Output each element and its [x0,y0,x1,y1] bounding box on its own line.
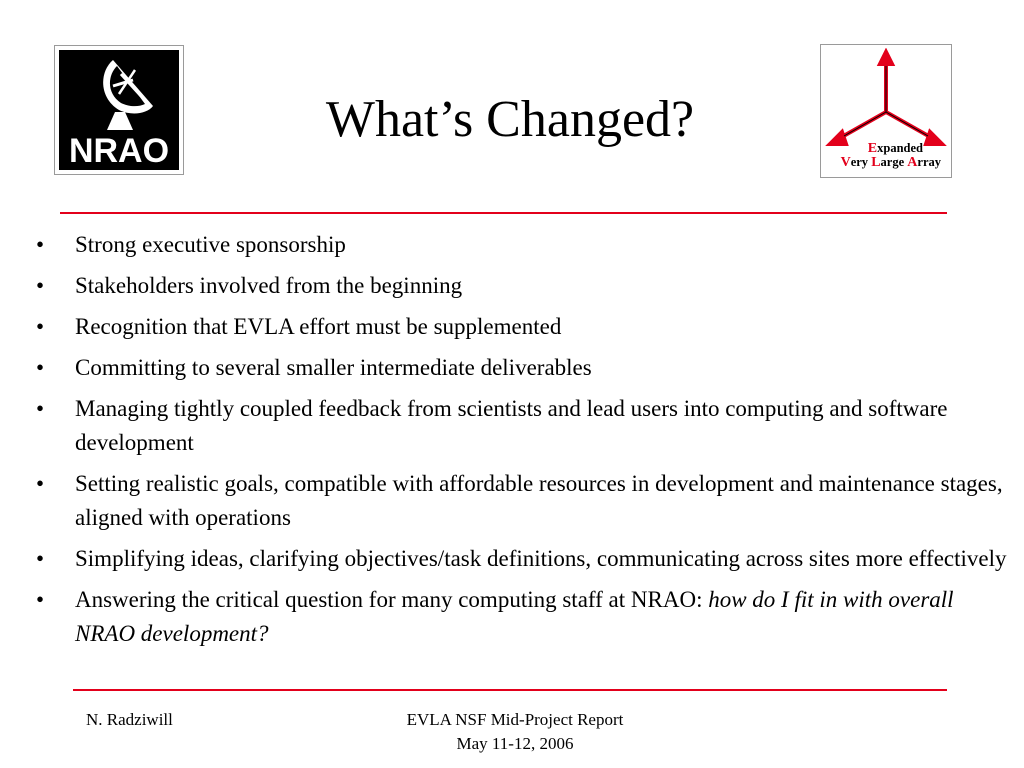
nrao-logo [54,45,184,175]
evla-cap-v: V [840,155,851,170]
bullet-glyph: • [36,546,45,571]
bullet-item [32,467,1007,535]
evla-word-large: arge [880,155,908,169]
evla-word-expanded: xpanded [877,141,923,155]
evla-word-very: ery [850,155,872,169]
evla-cap-e: E [867,141,878,156]
page-title: What’s Changed? [325,91,695,148]
footer-report-title: EVLA NSF Mid-Project Report [406,710,624,729]
bullet-text: Committing to several smaller intermediate deliverables [75,355,592,380]
bullet-list [32,228,1007,658]
evla-cap-l: L [871,155,881,170]
bullet-item [32,542,1007,576]
bullet-item [32,269,1007,303]
bullet-text-italic: how do I fit in with overall NRAO development? [75,587,954,646]
bottom-divider [73,689,947,691]
bullet-text: Stakeholders involved from the beginning [75,273,463,298]
nrao-dish-icon [59,50,179,170]
bullet-glyph: • [36,396,45,421]
bullet-text: Setting realistic goals, compatible with affordable resources in development and maintenance stages, aligned with operations [75,471,1003,530]
top-divider [60,212,947,214]
bullet-glyph: • [36,587,45,612]
bullet-item [32,351,1007,385]
nrao-logo-text: NRAO [68,132,170,170]
evla-cap-a: A [907,155,918,170]
bullet-text: Recognition that EVLA effort must be supplemented [75,314,562,339]
bullet-item [32,310,1007,344]
evla-logo [820,44,952,178]
evla-word-array: rray [917,155,941,169]
footer-author: N. Radziwill [86,710,173,729]
evla-logo-line2 [821,155,951,170]
footer-report [360,708,670,756]
footer-date: May 11-12, 2006 [456,734,574,753]
bullet-glyph: • [36,355,45,380]
bullet-glyph: • [36,273,45,298]
bullet-glyph: • [36,232,45,257]
evla-logo-line1 [821,141,951,156]
bullet-text: Managing tightly coupled feedback from scientists and lead users into computing and software development [75,396,948,455]
bullet-glyph: • [36,314,45,339]
bullet-glyph: • [36,471,45,496]
bullet-text: Simplifying ideas, clarifying objectives/task definitions, communicating across sites more effectively [75,546,1007,571]
bullet-item [32,583,1007,651]
bullet-item [32,392,1007,460]
bullet-text: Strong executive sponsorship [75,232,346,257]
bullet-text: Answering the critical question for many computing staff at NRAO: [75,587,709,612]
bullet-item [32,228,1007,262]
